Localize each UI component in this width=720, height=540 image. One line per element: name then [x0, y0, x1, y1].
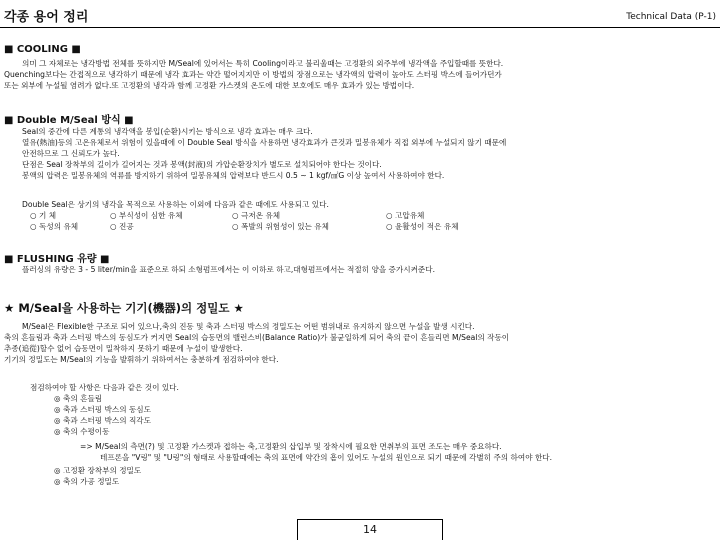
- check-item: ◎ 축의 가공 정밀도: [54, 477, 120, 486]
- cooling-line-1: 의미 그 자체로는 냉각방법 전체를 뜻하지만 M/Seal에 있어서는 특히 Cooling이라고 불리울때는 고정환의 외주부에 냉각액을 주입할때를 뜻한다.: [22, 59, 504, 68]
- usage-item: ○ 기 체: [30, 211, 57, 220]
- check-item: ◎ 축과 스터핑 박스의 직각도: [54, 416, 151, 425]
- usage-item: ○ 폭발의 위험성이 있는 유체: [232, 222, 329, 231]
- usage-item: ○ 윤활성이 적은 유체: [386, 222, 459, 231]
- cooling-line-3: 또는 외부에 누설될 염려가 없다.또 고정환의 냉각과 함께 고정환 가스켓의 온도에 대한 보호에도 매우 효과가 있는 방법이다.: [4, 81, 415, 90]
- check-note-1: => M/Seal의 측면(?) 및 고정환 가스켓과 접하는 축,고정환의 삽입부 및 장착시에 필요한 면취부의 표면 조도는 매우 중요하다.: [80, 442, 502, 451]
- flushing-line: 플러싱의 유량은 3 - 5 liter/min을 표준으로 하되 소형펌프에서는 이 이하로 하고,대형펌프에서는 적절히 양을 증가시켜준다.: [22, 265, 435, 274]
- check-intro: 점검하여야 할 사항은 다음과 같은 것이 있다.: [30, 383, 179, 392]
- precision-line-1: M/Seal은 Flexible한 구조로 되어 있으나,축의 진동 및 축과 스터핑 박스의 정밀도는 어떤 범위내로 유지하지 않으면 누설을 발생 시킨다.: [22, 322, 475, 331]
- flushing-heading: ■ FLUSHING 유량 ■: [4, 254, 110, 265]
- cooling-heading: ■ COOLING ■: [4, 44, 81, 55]
- double-seal-heading: ■ Double M/Seal 방식 ■: [4, 115, 134, 126]
- precision-line-3: 추종(追從)할수 없어 습동면이 밀착하지 못하기 때문에 누설이 발생한다.: [4, 344, 243, 353]
- precision-line-2: 축의 흔들림과 축과 스터핑 박스의 동심도가 커지면 Seal의 습동면의 밸런스비(Balance Ratio)가 불균일하게 되어 축의 끝이 흔들리면 M/Seal의 작동이: [4, 333, 510, 342]
- double-seal-line-1: Seal의 중간에 다른 계통의 냉각액을 봉입(순환)시키는 방식으로 냉각 효과는 매우 크다.: [22, 127, 313, 136]
- page-title: 각종 용어 정리: [4, 10, 89, 25]
- usage-item: ○ 고압유체: [386, 211, 425, 220]
- usage-item: ○ 극저온 유체: [232, 211, 281, 220]
- precision-heading: ★ M/Seal을 사용하는 기기(機器)의 정밀도 ★: [4, 301, 244, 315]
- technical-data-label: Technical Data (P-1): [626, 12, 716, 22]
- double-seal-line-2: 열유(熱油)등의 고온유체로서 위험이 있을때에 이 Double Seal 방식을 사용하면 냉각효과가 큰것과 밀봉유체가 직접 외부에 누설되지 않기 때문에: [22, 138, 507, 147]
- usage-item: ○ 부식성이 심한 유체: [110, 211, 183, 220]
- page-number: 14: [297, 519, 443, 540]
- check-item: ◎ 고정환 장착부의 정밀도: [54, 466, 142, 475]
- usage-item: ○ 독성의 유체: [30, 222, 79, 231]
- header-divider: [0, 27, 720, 28]
- double-seal-line-5: 봉액의 압력은 밀봉유체의 역류를 방지하기 위하여 밀봉유체의 압력보다 반드시 0.5 ~ 1 kgf/㎠G 이상 높여서 사용하여야 한다.: [22, 171, 445, 180]
- cooling-line-2: Quenching보다는 간접적으로 냉각하기 때문에 냉각 효과는 약간 떨어지지만 이 방법의 장점으로는 냉각액의 압력이 높아도 스터핑 박스에 들어가던가: [4, 70, 502, 79]
- precision-line-4: 기기의 정밀도는 M/Seal의 기능을 발휘하기 위하여서는 충분하게 점검하여야 한다.: [4, 355, 279, 364]
- usage-item: ○ 진공: [110, 222, 134, 231]
- double-seal-usage-intro: Double Seal은 상기의 냉각을 목적으로 사용하는 이외에 다음과 같은 때에도 사용되고 있다.: [22, 200, 329, 209]
- check-item: ◎ 축과 스터핑 박스의 동심도: [54, 405, 151, 414]
- check-item: ◎ 축의 흔들림: [54, 394, 103, 403]
- check-item: ◎ 축의 수평이동: [54, 427, 110, 436]
- double-seal-line-4: 단점은 Seal 장착부의 길이가 길어지는 것과 봉액(封液)의 가압순환장치가 별도로 설치되어야 한다는 것이다.: [22, 160, 382, 169]
- double-seal-line-3: 안전하므로 그 신뢰도가 높다.: [22, 149, 120, 158]
- check-note-2: 테프론을 "V링" 및 "U링"의 형태로 사용할때에는 축의 표면에 약간의 흠이 있어도 누설의 원인으로 되기 때문에 각별히 주의 하여야 한다.: [100, 453, 553, 462]
